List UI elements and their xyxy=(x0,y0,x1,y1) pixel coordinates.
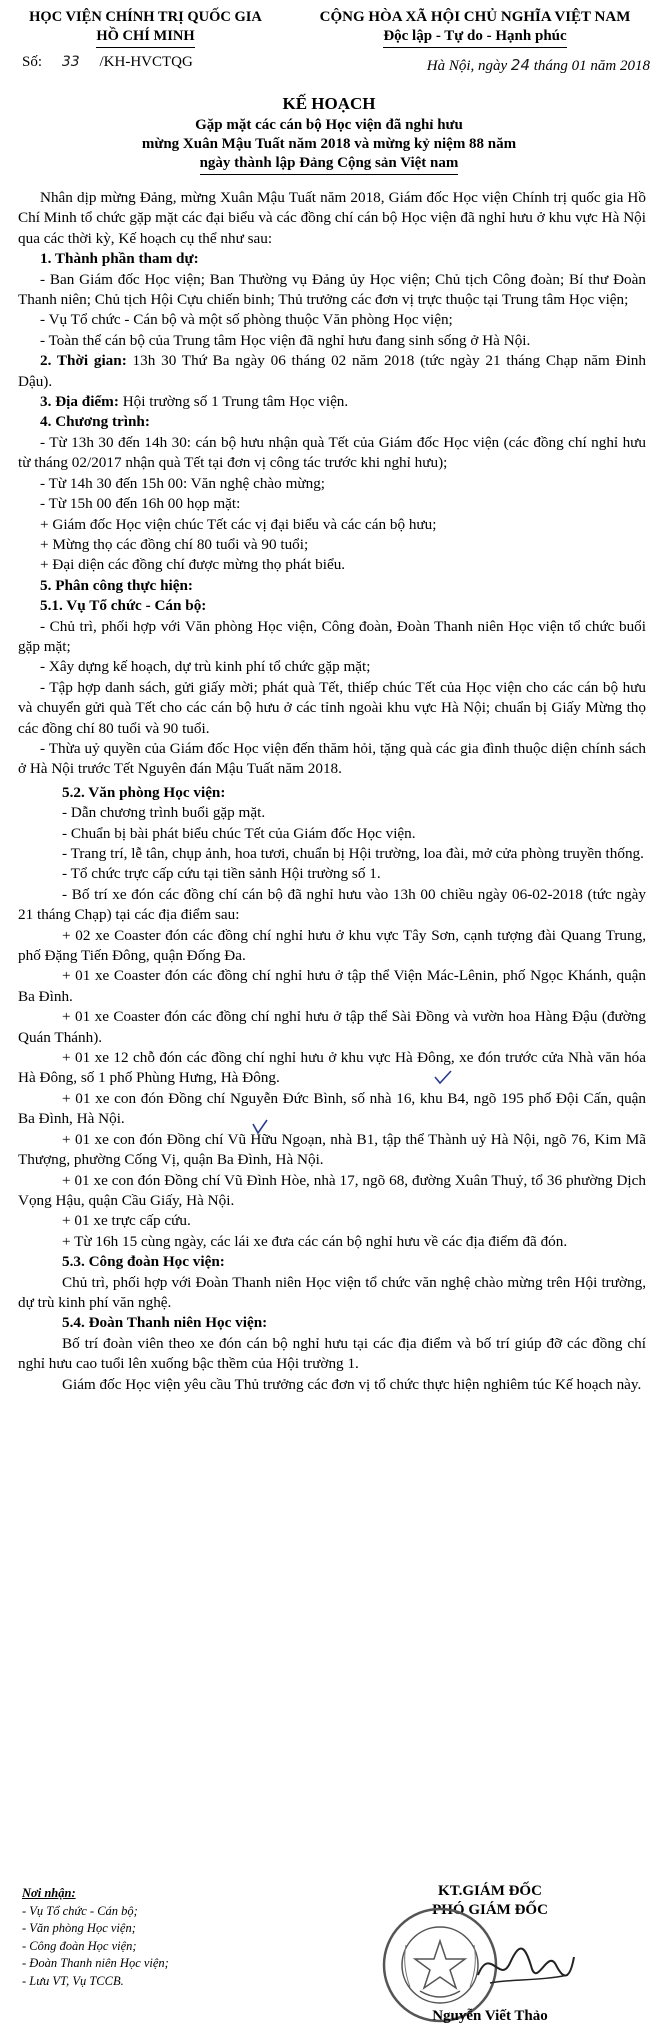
section-3-text: Hội trường số 1 Trung tâm Học viện. xyxy=(118,393,349,411)
recipient-item: - Công đoàn Học viện; xyxy=(22,1938,137,1953)
subtitle-line-1: Gặp mặt các cán bộ Học viện đã nghỉ hưu xyxy=(195,117,463,133)
section-5-4-text: Bố trí đoàn viên theo xe đón cán bộ nghỉ hưu tại các địa điểm và bố trí giúp đỡ các đồng chí nghỉ hưu cao tuổi lên xuống bậc thềm của Hội trường 1. xyxy=(18,1334,646,1373)
section-3-heading: 3. Địa điểm: xyxy=(40,393,119,411)
subtitle-line-3: ngày thành lập Đảng Cộng sản Việt nam xyxy=(200,154,459,175)
list-item: + 01 xe con đón Đồng chí Vũ Đình Hòe, nhà 17, ngõ 68, đường Xuân Thuỷ, tổ 36 phường Dịch Vọng Hậu, quận Cầu Giấy, Hà Nội. xyxy=(18,1171,646,1209)
list-item: - Từ 14h 30 đến 15h 00: Văn nghệ chào mừng; xyxy=(40,474,326,492)
national-motto xyxy=(300,8,650,48)
place-and-date xyxy=(330,56,650,75)
issuing-organization xyxy=(18,8,273,48)
list-item: - Bố trí xe đón các đồng chí cán bộ đã nghỉ hưu vào 13h 00 chiều ngày 06-02-2018 (tức ngày 21 tháng Chạp) tại các địa điểm sau: xyxy=(18,885,646,924)
recipient-item: - Lưu VT, Vụ TCCB. xyxy=(22,1973,124,1988)
list-item: + 01 xe Coaster đón các đồng chí nghỉ hưu ở tập thể Sài Đồng và vườn hoa Hàng Đậu (đường Quán Thánh). xyxy=(18,1008,646,1046)
section-5-heading: 5. Phân công thực hiện: xyxy=(40,576,193,594)
org-line-2: HỒ CHÍ MINH xyxy=(96,27,194,48)
document-title: KẾ HOẠCH xyxy=(282,94,376,113)
list-item: + Đại diện các đồng chí được mừng thọ phát biểu. xyxy=(40,556,346,574)
section-5-3-heading: 5.3. Công đoàn Học viện: xyxy=(62,1253,225,1271)
signature-line-2: PHÓ GIÁM ĐỐC xyxy=(432,1902,548,1918)
list-item: - Chuẩn bị bài phát biểu chúc Tết của Giám đốc Học viện. xyxy=(62,824,416,842)
list-item: - Dẫn chương trình buổi gặp mặt. xyxy=(62,804,266,822)
subtitle-line-2: mừng Xuân Mậu Tuất năm 2018 và mừng kỷ niệm 88 năm xyxy=(141,136,517,152)
section-3 xyxy=(18,392,646,412)
list-item: + 02 xe Coaster đón các đồng chí nghỉ hưu ở khu vực Tây Sơn, cạnh tượng đài Quang Trung, phố Đặng Tiến Đông, quận Đống Đa. xyxy=(18,926,646,965)
section-5-4-heading: 5.4. Đoàn Thanh niên Học viện: xyxy=(62,1314,268,1332)
list-item: - Tổ chức trực cấp cứu tại tiền sảnh Hội trường số 1. xyxy=(62,865,381,883)
list-item: + Từ 16h 15 cùng ngày, các lái xe đưa các cán bộ nghỉ hưu về các địa điểm đã đón. xyxy=(62,1232,568,1250)
recipients-block xyxy=(22,1885,262,1990)
recipients-label: Nơi nhận: xyxy=(22,1886,76,1900)
document-number xyxy=(22,54,193,71)
document-subtitle xyxy=(60,116,598,175)
recipient-item: - Vụ Tổ chức - Cán bộ; xyxy=(22,1903,138,1918)
list-item: + 01 xe Coaster đón các đồng chí nghỉ hưu ở tập thể Viện Mác-Lênin, phố Ngọc Khánh, quận Ba Đình. xyxy=(18,967,646,1005)
list-item: - Trang trí, lễ tân, chụp ảnh, hoa tươi, chuẩn bị Hội trường, loa đài, mở cửa phòng truyền thống. xyxy=(62,845,644,862)
section-2-text: 13h 30 Thứ Ba ngày 06 tháng 02 năm 2018 (tức ngày 21 tháng Chạp năm Đinh Dậu). xyxy=(18,352,646,390)
list-item: - Từ 13h 30 đến 14h 30: cán bộ hưu nhận quà Tết của Giám đốc Học viện (các đồng chí nghỉ hưu từ tháng 02/2017 nhận quà Tết tại đơn vị công tác trước khi nghỉ hưu); xyxy=(18,433,646,472)
section-1-heading: 1. Thành phần tham dự: xyxy=(40,250,199,268)
list-item: - Ban Giám đốc Học viện; Ban Thường vụ Đảng ủy Học viện; Chủ tịch Công đoàn; Bí thư Đoàn Thanh niên; Chủ tịch Hội Cựu chiến binh; Thủ trưởng các đơn vị trực thuộc tại Trung tâm Học viện; xyxy=(18,270,646,309)
org-line-1: HỌC VIỆN CHÍNH TRỊ QUỐC GIA xyxy=(29,9,262,25)
closing-paragraph: Giám đốc Học viện yêu cầu Thủ trưởng các đơn vị tổ chức thực hiện nghiêm túc Kế hoạch này. xyxy=(62,1375,642,1393)
list-item: - Thừa uỷ quyền của Giám đốc Học viện đến thăm hỏi, tặng quà các gia đình thuộc diện chính sách ở Hà Nội trước Tết Nguyên đán Mậu Tuất năm 2018. xyxy=(18,739,646,778)
recipient-item: - Đoàn Thanh niên Học viện; xyxy=(22,1956,169,1970)
doc-suffix: /KH-HVCTQG xyxy=(99,54,193,70)
section-5-3-text: Chủ trì, phối hợp với Đoàn Thanh niên Học viện tổ chức văn nghệ chào mừng trên Hội trường, dự trù kinh phí văn nghệ. xyxy=(18,1273,646,1311)
list-item: - Chủ trì, phối hợp với Văn phòng Học viện, Công đoàn, Đoàn Thanh niên Học viện tổ chức buổi gặp mặt; xyxy=(18,617,646,655)
list-item: + 01 xe 12 chỗ đón các đồng chí nghỉ hưu ở khu vực Hà Đông, xe đón trước cửa Nhà văn hóa Hà Đông, số 1 phố Phùng Hưng, Hà Đông. xyxy=(18,1049,646,1087)
list-item: - Vụ Tổ chức - Cán bộ và một số phòng thuộc Văn phòng Học viện; xyxy=(40,311,453,329)
signature-line-1: KT.GIÁM ĐỐC xyxy=(438,1883,542,1899)
doc-prefix: Số: xyxy=(22,54,43,70)
nation-line-2: Độc lập - Tự do - Hạnh phúc xyxy=(383,27,566,48)
date-suffix: tháng 01 năm 2018 xyxy=(533,58,650,74)
nation-line-1: CỘNG HÒA XÃ HỘI CHỦ NGHĨA VIỆT NAM xyxy=(319,9,631,25)
list-item: - Toàn thể cán bộ của Trung tâm Học viện đã nghỉ hưu đang sinh sống ở Hà Nội. xyxy=(40,331,531,349)
recipient-item: - Văn phòng Học viện; xyxy=(22,1921,136,1935)
checkmark-icon xyxy=(250,1118,270,1136)
signer-name: Nguyễn Viết Thảo xyxy=(432,2008,548,2024)
list-item: + Giám đốc Học viện chúc Tết các vị đại biểu và các cán bộ hưu; xyxy=(40,515,437,533)
section-5-1-heading: 5.1. Vụ Tổ chức - Cán bộ: xyxy=(40,597,207,615)
list-item: + 01 xe con đón Đồng chí Vũ Hữu Ngoạn, nhà B1, tập thể Thành uỷ Hà Nội, ngõ 76, Kim Mã Thượng, phường Cống Vị, quận Ba Đình, Hà Nội. xyxy=(18,1130,646,1169)
section-2-heading: 2. Thời gian: xyxy=(40,352,127,370)
section-2 xyxy=(18,351,646,392)
list-item: + Mừng thọ các đồng chí 80 tuổi và 90 tuổi; xyxy=(40,535,309,553)
date-prefix: Hà Nội, ngày xyxy=(426,58,508,74)
list-item: - Xây dựng kế hoạch, dự trù kinh phí tổ chức gặp mặt; xyxy=(40,658,371,676)
list-item: - Tập hợp danh sách, gửi giấy mời; phát quà Tết, thiếp chúc Tết của Học viện cho các cán bộ hưu và chuyển gửi quà Tết cho các cán bộ hưu ở các tỉnh ngoài khu vực Hà Nội; chuẩn bị Giấy Mừng thọ các đồng chí 80 tuổi và 90 tuổi. xyxy=(18,678,646,737)
intro-paragraph: Nhân dịp mừng Đảng, mừng Xuân Mậu Tuất năm 2018, Giám đốc Học viện Chính trị quốc gia Hồ Chí Minh tổ chức gặp mặt các đại biểu và các đồng chí cán bộ Học viện đã nghỉ hưu ở khu vực Hà Nội qua các thời kỳ, Kế hoạch cụ thể như sau: xyxy=(18,189,646,247)
document-body xyxy=(18,188,646,1395)
section-5-2-heading: 5.2. Văn phòng Học viện: xyxy=(62,783,226,801)
list-item: + 01 xe trực cấp cứu. xyxy=(62,1212,191,1230)
list-item: - Từ 15h 00 đến 16h 00 họp mặt: xyxy=(40,495,241,513)
date-day-handwritten: 24 xyxy=(510,56,530,74)
section-4-heading: 4. Chương trình: xyxy=(40,413,150,431)
list-item: + 01 xe con đón Đồng chí Nguyễn Đức Bình, số nhà 16, khu B4, ngõ 195 phố Đội Cấn, quận Ba Đình, Hà Nội. xyxy=(18,1089,646,1128)
checkmark-icon xyxy=(432,1069,454,1087)
handwritten-signature-icon xyxy=(470,1935,580,1995)
doc-number-handwritten: 33 xyxy=(61,54,80,70)
